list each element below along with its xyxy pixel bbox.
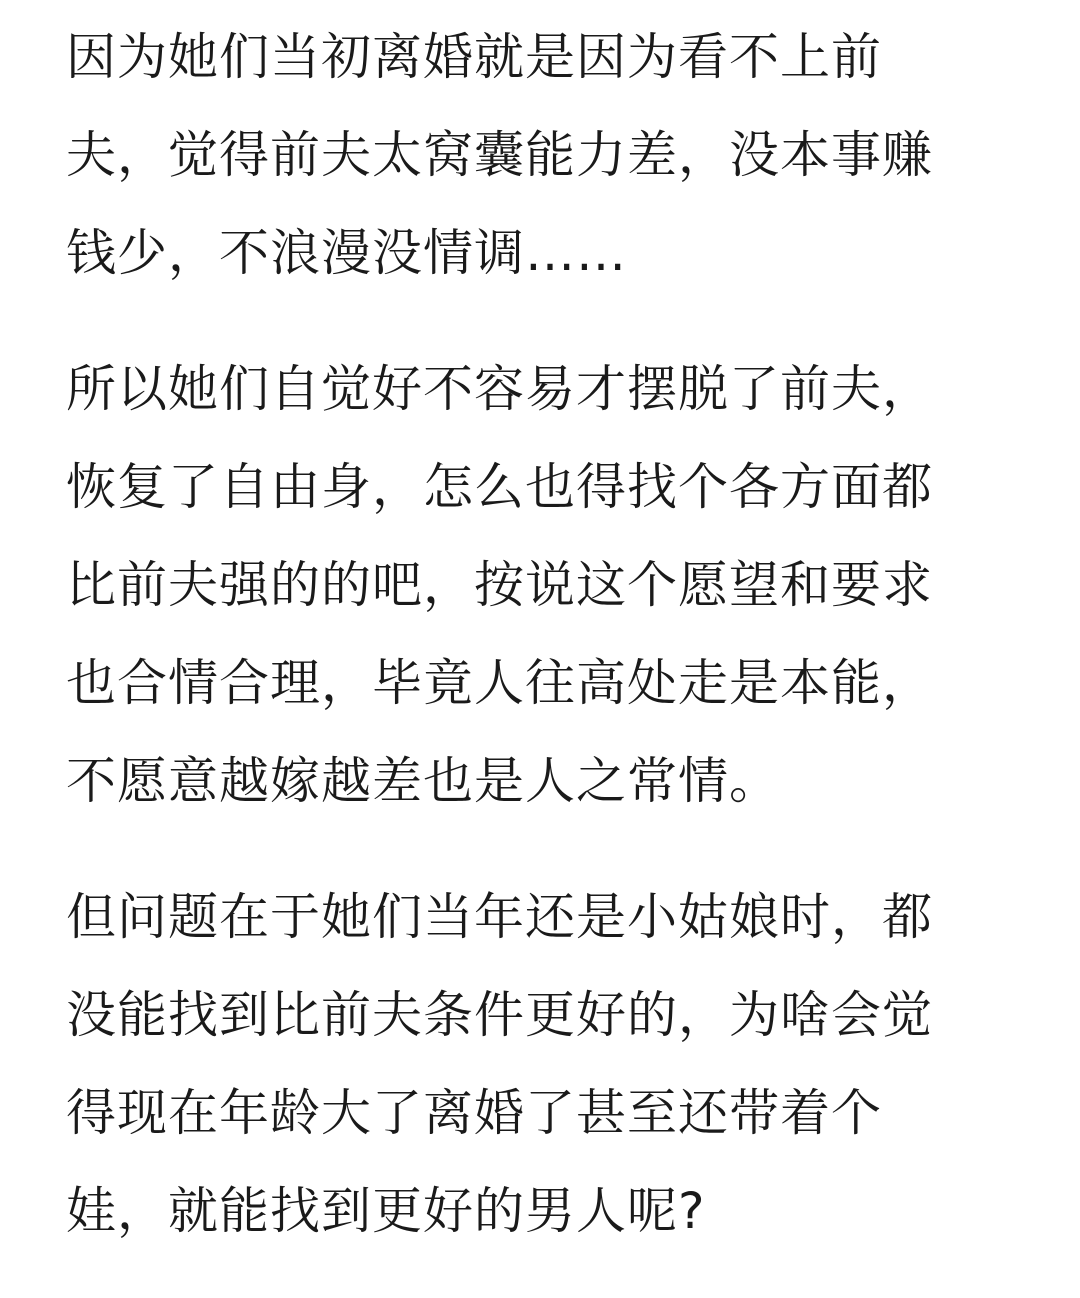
text-line: 因为她们当初离婚就是因为看不上前 — [66, 28, 882, 86]
article-body — [66, 8, 1026, 1298]
text-line: 没能找到比前夫条件更好的，为啥会觉 — [66, 986, 933, 1044]
paragraph-3 — [66, 868, 1026, 1260]
text-line: 钱少，不浪漫没情调…… — [66, 224, 627, 282]
text-line: 但问题在于她们当年还是小姑娘时，都 — [66, 888, 933, 946]
text-line: 得现在年龄大了离婚了甚至还带着个 — [66, 1084, 882, 1142]
text-line: 也合情合理，毕竟人往高处走是本能， — [66, 654, 933, 712]
text-line: 夫，觉得前夫太窝囊能力差，没本事赚 — [66, 126, 933, 184]
text-line: 娃，就能找到更好的男人呢? — [66, 1182, 706, 1240]
text-line: 比前夫强的的吧，按说这个愿望和要求 — [66, 556, 933, 614]
text-line: 不愿意越嫁越差也是人之常情。 — [66, 752, 780, 810]
paragraph-1 — [66, 8, 1026, 302]
text-line: 所以她们自觉好不容易才摆脱了前夫， — [66, 360, 933, 418]
text-line: 恢复了自由身，怎么也得找个各方面都 — [66, 458, 933, 516]
paragraph-2 — [66, 340, 1026, 830]
